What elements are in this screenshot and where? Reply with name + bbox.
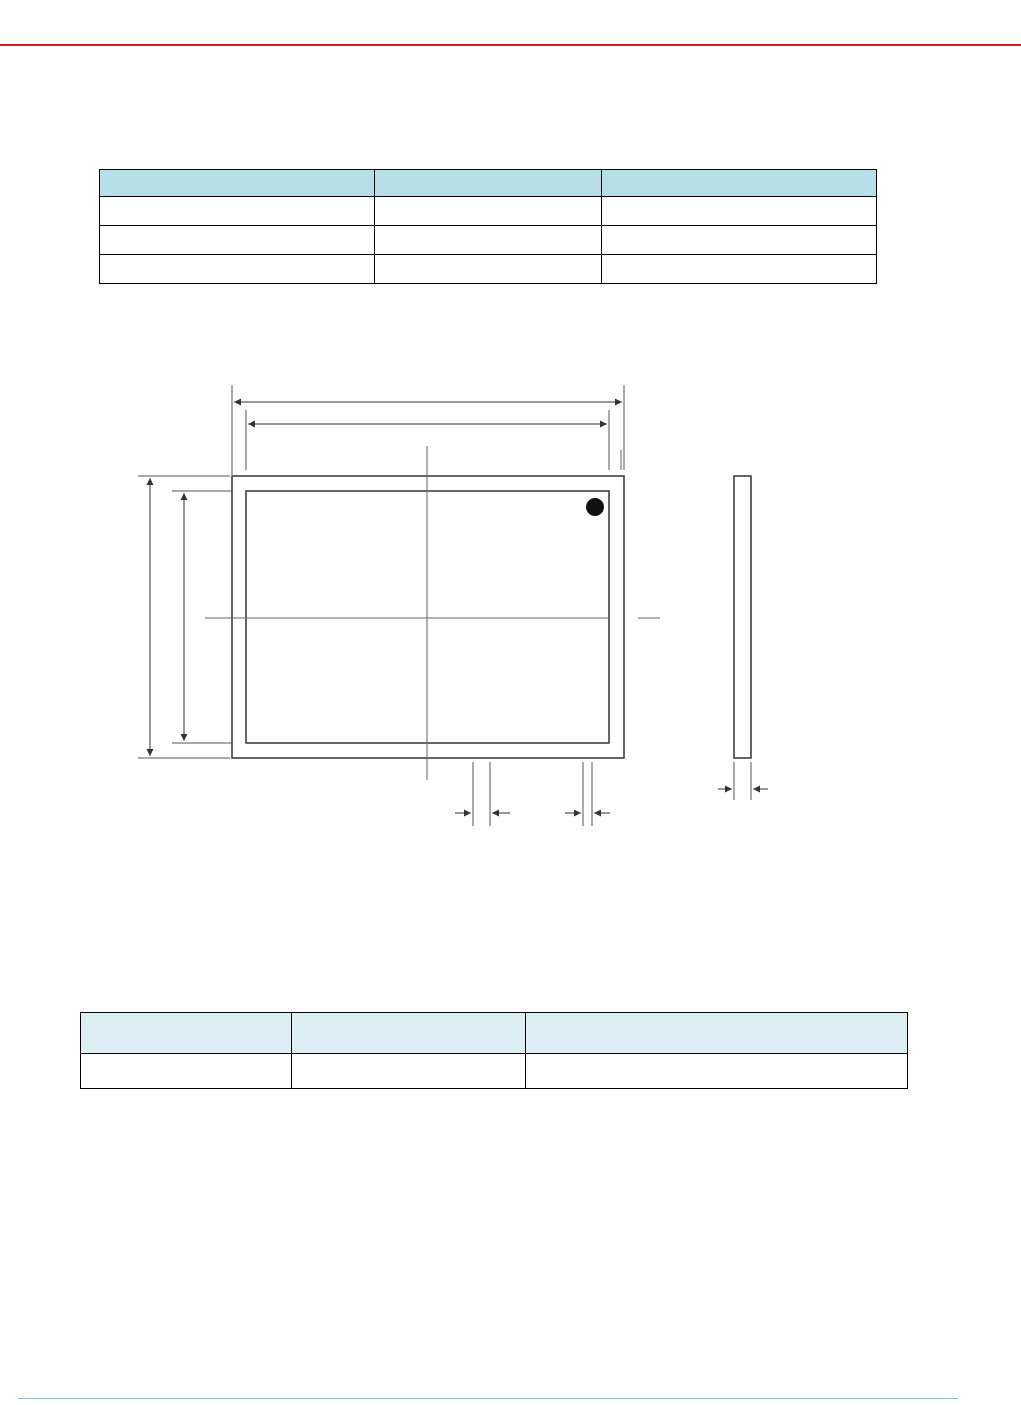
header-rule <box>0 44 1021 46</box>
table-header-cell <box>375 170 602 197</box>
table-header-row <box>100 170 877 197</box>
spec-table-1 <box>99 169 877 284</box>
table-cell <box>375 226 602 255</box>
pitch-dimension <box>455 762 510 826</box>
table-header-cell <box>526 1013 908 1054</box>
table-row <box>100 197 877 226</box>
table-row <box>81 1054 908 1089</box>
table-cell <box>100 255 375 284</box>
table-header-cell <box>292 1013 526 1054</box>
table-cell <box>375 197 602 226</box>
table-cell <box>81 1054 292 1089</box>
table-cell <box>602 197 877 226</box>
table-cell <box>292 1054 526 1089</box>
table-row <box>100 255 877 284</box>
module-dimension-drawing <box>0 360 1021 830</box>
table-cell <box>100 226 375 255</box>
module-outline <box>232 476 624 758</box>
table-cell <box>100 197 375 226</box>
table-row <box>100 226 877 255</box>
table-cell <box>602 226 877 255</box>
table-cell <box>375 255 602 284</box>
table-cell <box>602 255 877 284</box>
table-cell <box>526 1054 908 1089</box>
table-header-cell <box>81 1013 292 1054</box>
footer-rule <box>18 1398 958 1399</box>
pin1-marker <box>586 498 604 516</box>
table-header-cell <box>602 170 877 197</box>
height-dimension <box>138 476 245 758</box>
table-header-cell <box>100 170 375 197</box>
table-header-row <box>81 1013 908 1054</box>
width-dimension <box>0 360 624 475</box>
spec-table-2 <box>80 1012 908 1089</box>
